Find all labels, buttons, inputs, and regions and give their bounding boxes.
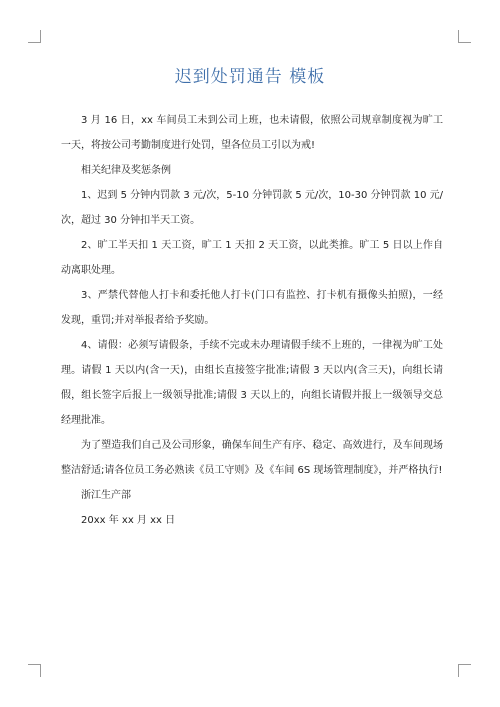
rule-item-lateness: 1、迟到 5 分钟内罚款 3 元/次，5-10 分钟罚款 5 元/次，10-30 分钟罚款 10 元/次，超过 30 分钟扣半天工资。 bbox=[61, 190, 443, 226]
rules-heading: 相关纪律及奖惩条例 bbox=[81, 165, 171, 176]
rule-item-absence: 2、旷工半天扣 1 天工资，旷工 1 天扣 2 天工资，以此类推。旷工 5 日以上作自动离职处理。 bbox=[61, 240, 443, 276]
crop-mark-bottom-right bbox=[458, 664, 471, 677]
signature-date: 20xx 年 xx 月 xx 日 bbox=[81, 515, 176, 526]
document-body bbox=[61, 108, 443, 533]
crop-mark-top-right bbox=[458, 30, 471, 43]
rule-item-clock-in: 3、严禁代替他人打卡和委托他人打卡(门口有监控、打卡机有摄像头拍照)，一经发现，重罚;并对举报者给予奖励。 bbox=[61, 290, 443, 326]
rule-item-leave: 4、请假：必须写请假条，手续不完或未办理请假手续不上班的，一律视为旷工处理。请假 1 天以内(含一天)，由组长直接签字批准;请假 3 天以内(含三天)，向组长请假，组长签字后报上一级领导批准;请假 3 天以上的，向组长请假并报上一级领导交总经理批准。 bbox=[61, 340, 443, 426]
closing-paragraph: 为了塑造我们自己及公司形象，确保车间生产有序、稳定、高效进行，及车间现场整洁舒适;请各位员工务必熟读《员工守则》及《车间 6S 现场管理制度》，并严格执行! bbox=[61, 440, 443, 476]
document-title: 迟到处罚通告 模板 bbox=[174, 67, 326, 87]
signature-department: 浙江生产部 bbox=[81, 490, 131, 501]
intro-paragraph: 3 月 16 日，xx 车间员工未到公司上班，也未请假，依照公司规章制度视为旷工一天，将按公司考勤制度进行处罚，望各位员工引以为戒! bbox=[61, 115, 443, 151]
crop-mark-bottom-left bbox=[28, 664, 41, 677]
crop-mark-top-left bbox=[28, 30, 41, 43]
